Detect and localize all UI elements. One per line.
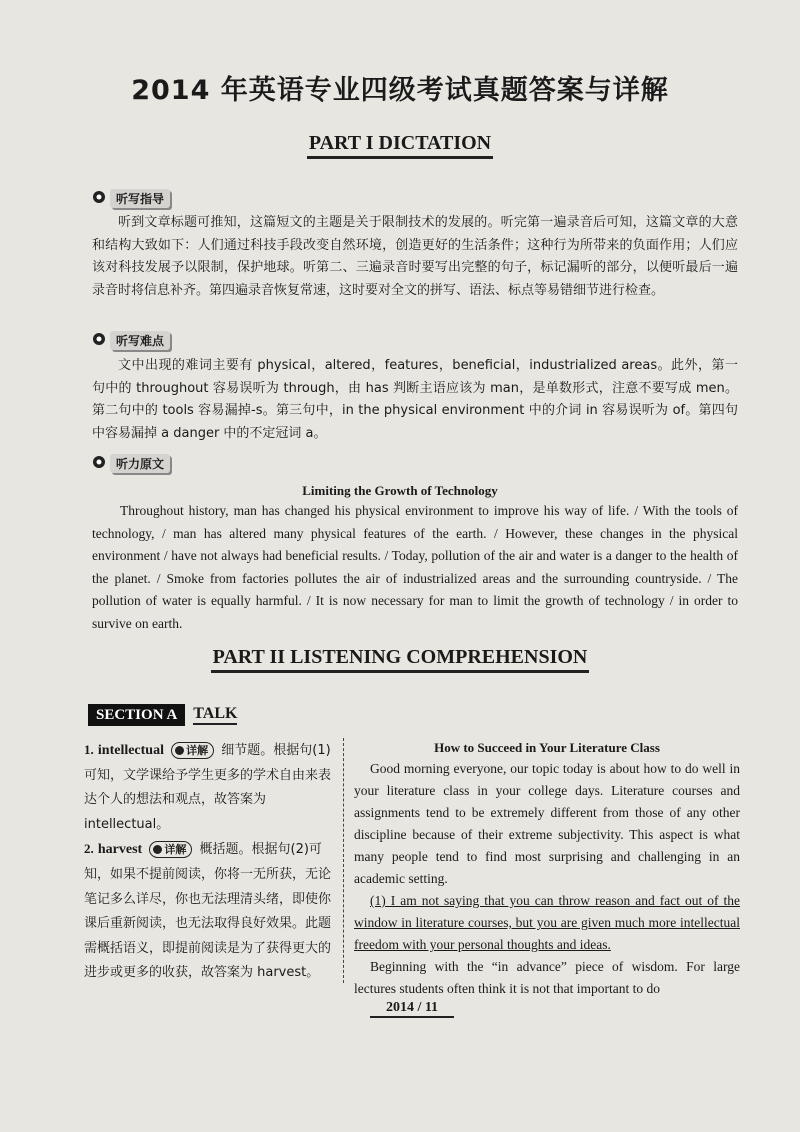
answer-word: intellectual [97, 743, 164, 758]
guide-paragraph: 听到文章标题可推知，这篇短文的主题是关于限制技术的发展的。听完第一遍录音后可知，这篇文章的大意和结构大致如下：人们通过科技手段改变自然环境，创造更好的生活条件；这种行为所带来的负面作用；人们应该对科技发展予以限制，保护地球。听第二、三遍录音时要写出完整的句子，标记漏听的部分，以便听最后一遍录音时将信息补齐。第四遍录音恢复常速，这时要对全文的拼写、语法、标点等易错细节进行检查。 [92, 215, 738, 298]
passage-text: Throughout history, man has changed his physical environment to improve his way of life. / With the tools of technology, / man has altered many physical features of the earth. / However, these changes in the physical environment / have not always had beneficial results. / Today, pollution of the air and water is a danger to the health of the planet. / Smoke from factories pollutes the air of industrialized areas and the surrounding countryside. / The pollution of water is equally harmful. / It is now necessary for man to limit the growth of technology / in order to survive on earth. [92, 503, 738, 631]
difficulty-paragraph: 文中出现的难词主要有 physical，altered，features，beneficial，industrialized areas。此外，第一句中的 throughout 容易误听为 through，由 has 判断主语应该为 man，是单数形式，注意不要写成 men。第二句中的 tools 容易漏掉-s。第三句中，in the physical environment 中的介词 in 容易误听为 of。第四句中容易漏掉 a danger 中的不定冠词 a。 [92, 358, 738, 441]
document-title: 2014 年英语专业四级考试真题答案与详解 [131, 75, 669, 106]
passage-title: Limiting the Growth of Technology [302, 483, 498, 498]
detail-icon [153, 845, 162, 854]
part2-heading: PART II LISTENING COMPREHENSION [0, 646, 800, 673]
answer-word: harvest [97, 842, 143, 858]
column-divider [343, 738, 344, 983]
original-label: 听力原文 [92, 454, 170, 472]
talk-paragraph: Beginning with the “in advance” piece of wisdom. For large lectures students often think it is not that important to do [354, 959, 740, 996]
talk-paragraph: Good morning everyone, our topic today is about how to do well in your literature class in your college days. Literature courses and assignments tend to be extremely different from those of any other discipline because of their extreme subjectivity. This aspect is what many people tend to find most surprising and challenging in an academic setting. [354, 761, 740, 886]
talk-paragraph-underlined: (1) I am not saying that you can throw reason and fact out of the window in literature courses, but you are given much more intellectual freedom with your personal thoughts and ideas. [354, 893, 740, 952]
answer-explanation: 概括题。根据句(2)可知，如果不提前阅读，你将一无所获，无论笔记多么详尽，你也无法理清头绪，即使你课后重新阅读，也无法取得良好效果。此题需概括语义，即提前阅读是为了获得更大的进步或更多的收获，故答案为 harvest。 [84, 842, 332, 981]
detail-tag: 详解 [171, 742, 214, 759]
speech-bubble-icon [92, 332, 106, 349]
answer-column [84, 738, 334, 986]
answer-item: 1. intellectual 详解 细节题。根据句(1)可知，文学课给予学生更多的学术自由来表达个人的想法和观点，故答案为 intellectual。 [84, 742, 332, 832]
detail-tag: 详解 [149, 841, 192, 858]
detail-icon [175, 746, 184, 755]
difficulty-label: 听写难点 [92, 331, 170, 349]
section-a-header [88, 704, 237, 726]
answer-item: 2. harvest 详解 概括题。根据句(2)可知，如果不提前阅读，你将一无所获，无论笔记多么详尽，你也无法理清头绪，即使你课后重新阅读，也无法取得良好效果。此题需概括语义，即提前阅读是为了获得更大的进步或更多的收获，故答案为 harvest。 [84, 841, 332, 981]
talk-column [354, 738, 740, 1000]
speech-bubble-icon [92, 190, 106, 207]
page-number: 2014 / 11 [370, 1000, 454, 1018]
guide-label: 听写指导 [92, 189, 170, 207]
answer-explanation: 细节题。根据句(1)可知，文学课给予学生更多的学术自由来表达个人的想法和观点，故答案为 intellectual。 [84, 743, 332, 832]
section-name: TALK [193, 705, 237, 725]
part1-heading: PART I DICTATION [0, 132, 800, 159]
section-label: SECTION A [88, 704, 185, 726]
talk-title: How to Succeed in Your Literature Class [434, 740, 660, 755]
speech-bubble-icon [92, 455, 106, 472]
